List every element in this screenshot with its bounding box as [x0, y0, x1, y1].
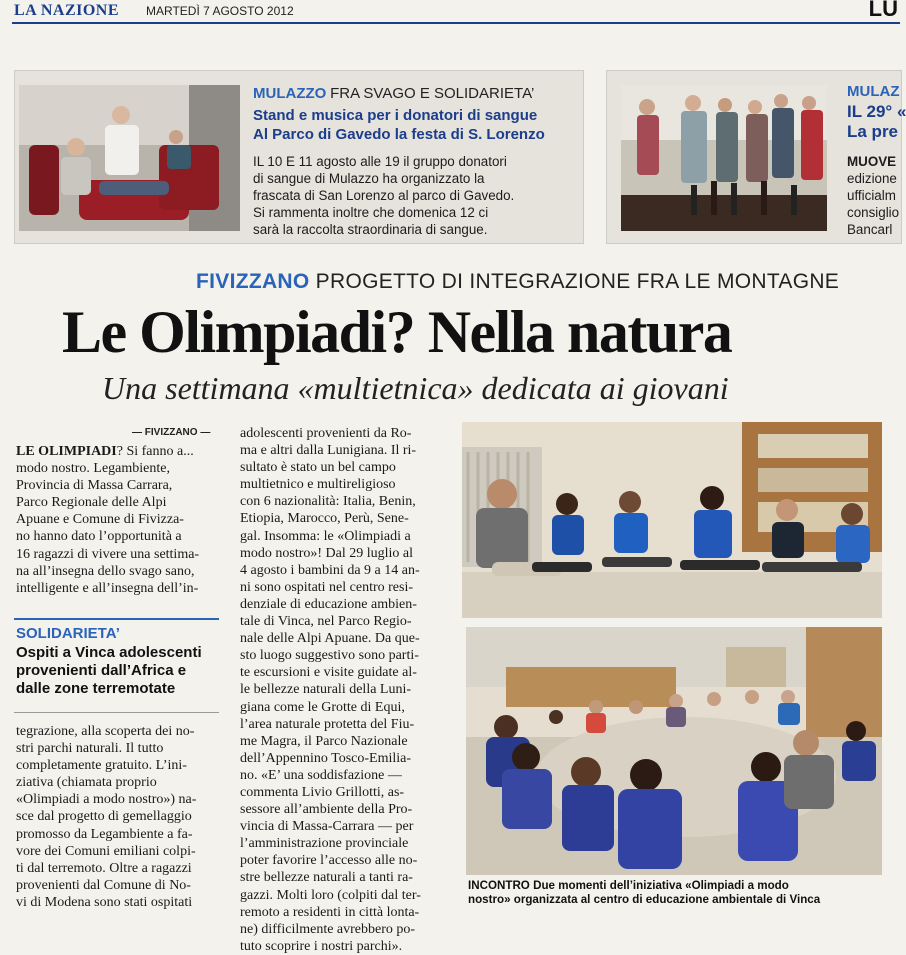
mulazzo-body-line: Si rammenta inoltre che domenica 12 ci	[253, 205, 489, 220]
issue-date: MARTEDÌ 7 AGOSTO 2012	[146, 4, 294, 18]
photo-caption-text: Due momenti dell’iniziativa «Olimpiadi a modo	[533, 879, 789, 892]
festival-photo	[621, 85, 827, 231]
article-line: Etiopia, Marocco, Perù, Sene-	[240, 511, 409, 527]
article-line: poter favorire l’accesso alle no-	[240, 853, 418, 869]
article-line: vincia di Massa-Carrara — per	[240, 819, 414, 835]
article-line: «Olimpiadi a modo nostro») na-	[16, 792, 197, 808]
article-line: tale di Vinca, nel Parco Regio-	[240, 614, 412, 630]
blood-donation-photo	[19, 85, 240, 231]
page-section-marker: LU	[868, 0, 898, 21]
article-line: sce dal progetto di gemellaggio	[16, 809, 192, 825]
article-line: na all’insegna dello svago sano,	[16, 563, 195, 579]
mulazzo-body-line: frascata di San Lorenzo al parco di Gavedo.	[253, 188, 515, 203]
mulazzo-body-line: sarà la raccolta straordinaria di sangue.	[253, 222, 488, 237]
article-line: vi di Modena sono stati ospitati	[16, 894, 193, 910]
article-line: adolescenti provenienti da Ro-	[240, 426, 412, 441]
article-line: ziativa (chiamata proprio	[16, 775, 157, 791]
article-line: no hanno dato l’opportunità a	[16, 529, 182, 545]
article-kicker-place: FIVIZZANO	[196, 270, 310, 293]
sidebar-label: SOLIDARIETA’	[16, 625, 120, 642]
article-line: l’amministrazione provinciale	[240, 836, 409, 852]
mulazzo-body-line: di sangue di Mulazzo ha organizzato la	[253, 171, 485, 186]
photo-caption-label: INCONTRO	[468, 879, 530, 892]
article-line: l’area naturale protetta del Fiu-	[240, 716, 415, 732]
article-line: con 6 nazionalità: Italia, Benin,	[240, 494, 416, 510]
article-line: promosso da Legambiente a fa-	[16, 826, 193, 842]
sidebar-title	[16, 644, 202, 698]
right-box-body-line: edizione	[847, 171, 897, 186]
article-line: sessore all’ambiente della Pro-	[240, 802, 413, 818]
article-column-1	[16, 443, 216, 597]
photo-caption-line: nostro» organizzata al centro di educazione ambientale di Vinca	[468, 893, 821, 906]
right-box-body-line: MUOVE	[847, 154, 897, 169]
article-photo-group-sitting	[462, 422, 882, 618]
article-lead-line	[16, 443, 216, 460]
article-line: sultato è stato un bel campo	[240, 460, 396, 476]
mulazzo-title	[253, 106, 545, 144]
article-line: 16 ragazzi di vivere una settima-	[16, 546, 200, 562]
article-line: Provincia di Massa Carrara,	[16, 478, 173, 494]
right-box-place: MULAZ	[847, 83, 900, 100]
sidebar-rule	[14, 618, 219, 620]
mulazzo-title-line: Al Parco di Gavedo la festa di S. Lorenzo	[253, 126, 545, 143]
article-line: denziale di educazione ambien-	[240, 596, 417, 612]
photo-caption	[468, 879, 820, 907]
article-line: stre bellezze naturali a tanti ra-	[240, 870, 413, 886]
sidebar-title-line: dalle zone terremotate	[16, 680, 176, 697]
right-box-body-line: consiglio	[847, 205, 900, 220]
article-column-1-continued	[16, 723, 216, 911]
article-line: 4 agosto i bambini da 9 a 14 an-	[240, 562, 420, 578]
article-line: ni sono ospitati nel centro resi-	[240, 579, 414, 595]
article-kicker	[196, 270, 839, 294]
article-line: dell’Appennino Tosco-Emilia-	[240, 750, 412, 766]
article-line: giana come le Grotte di Equi,	[240, 699, 405, 715]
article-kicker-topic: PROGETTO DI INTEGRAZIONE FRA LE MONTAGNE	[315, 270, 840, 293]
article-line: completamente gratuito. L’ini-	[16, 758, 187, 774]
right-box-body	[847, 153, 899, 238]
article-photo-meeting-circle	[466, 627, 882, 875]
right-box-title-line: IL 29° «	[847, 102, 906, 121]
article-line: stri parchi naturali. Il tutto	[16, 741, 164, 757]
article-line: vore dei Comuni emiliani colpi-	[16, 843, 196, 859]
right-news-box	[606, 70, 906, 244]
article-line: modo nostro»! Dal 29 luglio al	[240, 545, 414, 561]
article-headline: Le Olimpiadi? Nella natura	[62, 299, 732, 365]
sidebar-divider	[14, 712, 219, 713]
newspaper-name: LA NAZIONE	[14, 2, 120, 19]
sidebar-title-line: Ospiti a Vinca adolescenti	[16, 644, 202, 661]
article-line: intelligente e all’insegna dell’in-	[16, 580, 199, 596]
article-line: commenta Livio Grillotti, as-	[240, 784, 405, 800]
article-line: gazzi. Molti loro (colpiti dal ter-	[240, 887, 421, 903]
article-line: no. «E’ una soddisfazione —	[240, 767, 402, 783]
masthead-rule	[12, 22, 900, 24]
mulazzo-body-line: IL 10 E 11 agosto alle 19 il gruppo donatori	[253, 154, 507, 169]
article-line: tuto scoprire i nostri parchi».	[240, 938, 403, 954]
mulazzo-news-box	[14, 70, 584, 244]
sidebar-title-line: provenienti dall’Africa e	[16, 662, 187, 679]
article-line: provenienti dal Comune di No-	[16, 877, 191, 893]
article-line: gal. Insomma: le «Olimpiadi a	[240, 528, 411, 544]
mulazzo-topic: FRA SVAGO E SOLIDARIETA’	[330, 85, 535, 102]
article-line: nale delle Alpi Apuane. Da que-	[240, 631, 420, 647]
article-line: te escursioni e visite guidate al-	[240, 665, 417, 681]
photo-caption-line	[468, 879, 820, 893]
right-box-body-line: ufficialm	[847, 188, 896, 203]
article-line: multietnico e multireligioso	[240, 477, 396, 493]
mulazzo-kicker	[253, 85, 534, 103]
article-subheadline: Una settimana «multietnica» dedicata ai giovani	[102, 370, 729, 406]
article-dateline: — FIVIZZANO —	[132, 427, 211, 438]
article-line: Parco Regionale delle Alpi	[16, 495, 167, 511]
right-box-body-line: Bancarl	[847, 222, 893, 237]
article-line: ? Si fanno a...	[116, 444, 194, 459]
article-line: sto luogo suggestivo sono parti-	[240, 648, 419, 664]
article-line: ne) difficilmente avrebbero po-	[240, 921, 416, 937]
article-line: le bellezze naturali della Luni-	[240, 682, 412, 698]
mulazzo-place: MULAZZO	[253, 85, 327, 102]
article-line: ma e altri dalla Lunigiana. Il ri-	[240, 443, 417, 459]
article-line: Apuane e Comune di Fivizza-	[16, 512, 184, 528]
article-lead: LE OLIMPIADI	[16, 444, 117, 459]
article-line: tegrazione, alla scoperta dei no-	[16, 724, 195, 739]
article-column-2	[240, 425, 440, 955]
mulazzo-body	[253, 153, 514, 238]
right-box-title-line: La pre	[847, 122, 899, 141]
right-box-title	[847, 102, 906, 142]
article-line: remoto a residenti in città lonta-	[240, 904, 420, 920]
mulazzo-title-line: Stand e musica per i donatori di sangue	[253, 107, 538, 124]
article-line: ti dal terremoto. Oltre a ragazzi	[16, 860, 192, 876]
article-line: modo nostro. Legambiente,	[16, 461, 170, 477]
article-line: me Magra, il Parco Nazionale	[240, 733, 408, 749]
